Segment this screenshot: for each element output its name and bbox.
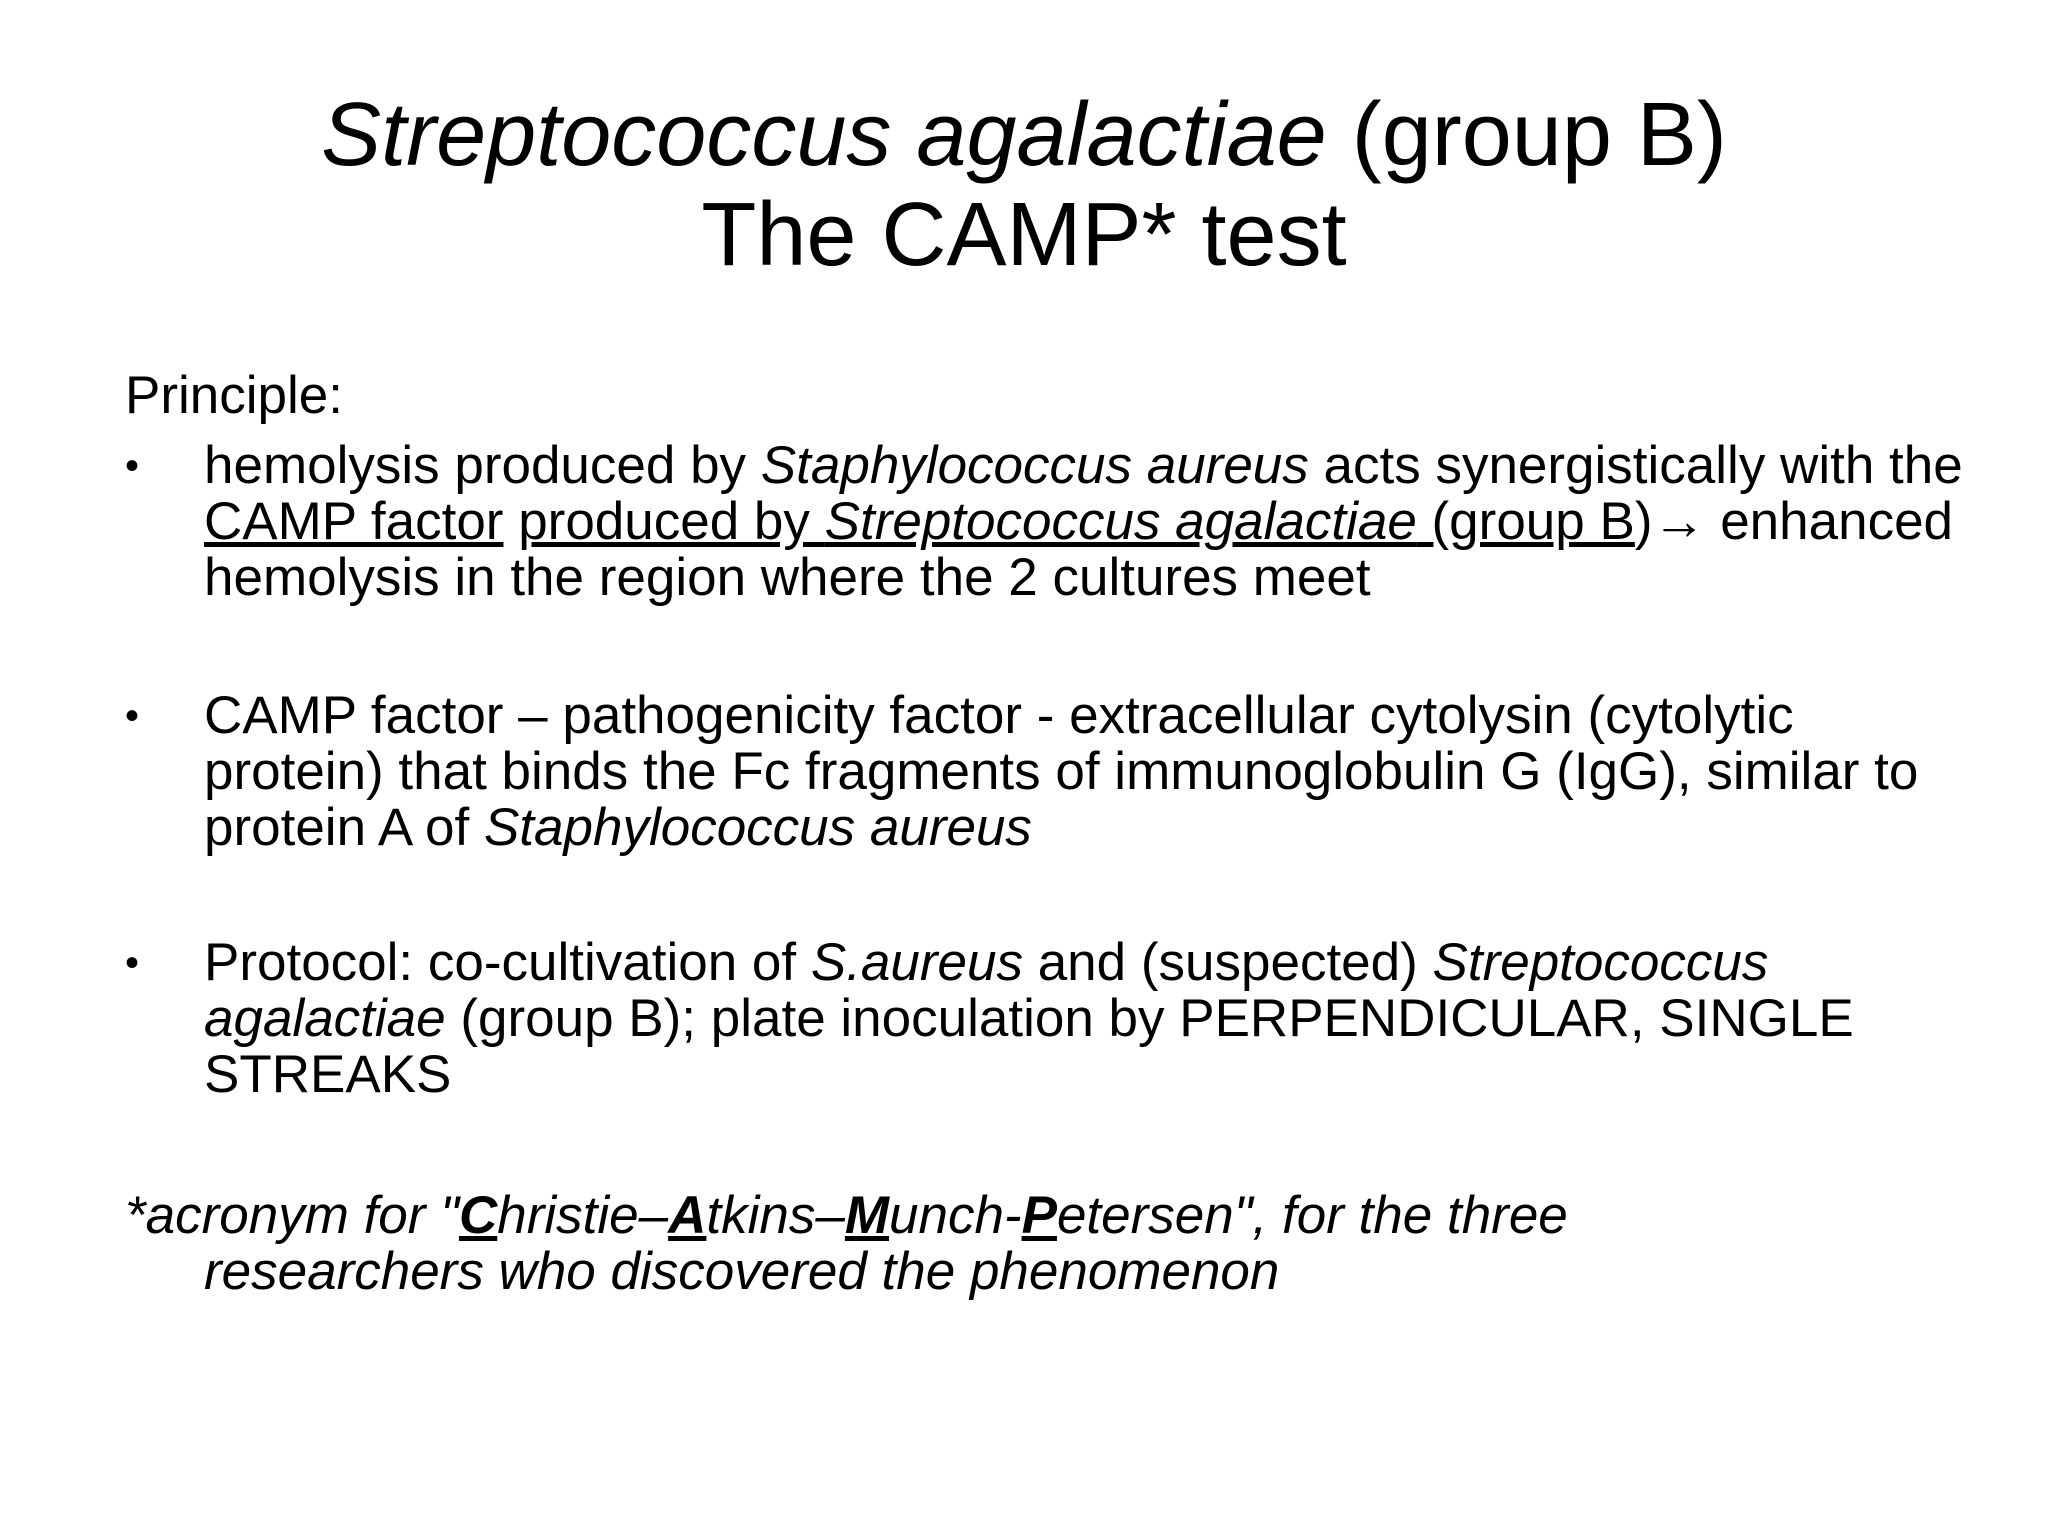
bullet-camp-factor [125, 688, 1975, 856]
text-run: unch- [889, 1186, 1022, 1245]
text-run: for the three [1267, 1186, 1568, 1245]
text-run [503, 492, 518, 551]
text-run: CAMP factor – pathogenicity factor - extracellular cytolysin (cytolytic protein) that binds the Fc fragments of immunoglobulin G (IgG), similar to protein A of [204, 686, 1919, 857]
acronym-letter: P [1021, 1186, 1057, 1245]
underlined-source [518, 492, 1635, 551]
bullet-dot-icon: • [125, 941, 140, 985]
text-run: etersen", [1056, 1186, 1268, 1245]
principle-label: Principle: [125, 366, 343, 425]
text-run: hristie– [497, 1186, 669, 1245]
slide-title [0, 85, 2048, 285]
species-name: S.aureus [810, 933, 1023, 992]
species-name: Streptococcus agalactiae [204, 933, 1769, 1048]
title-line-1 [0, 85, 2048, 185]
bullet-text [204, 935, 1975, 1103]
bullet-text [204, 688, 1975, 856]
species-name: Staphylococcus aureus [760, 436, 1309, 495]
bullet-dot-icon: • [125, 694, 140, 738]
camp-factor-underlined: CAMP factor [204, 492, 504, 551]
text-run: (group B); plate inoculation by PERPENDICULAR, SINGLE STREAKS [204, 989, 1854, 1104]
text-run: )→ enhanced hemolysis in the region where the 2 cultures meet [204, 492, 1954, 607]
footnote [125, 1188, 1975, 1300]
text-run: hemolysis produced by [204, 436, 761, 495]
species-name: Streptococcus agalactiae [824, 492, 1417, 551]
acronym-letter: C [458, 1186, 498, 1245]
text-run: *acronym for " [125, 1186, 459, 1245]
text-run: Protocol: co-cultivation of [204, 933, 811, 992]
text-run: and (suspected) [1022, 933, 1433, 992]
title-species: Streptococcus agalactiae [321, 85, 1327, 185]
title-line-2: The CAMP* test [701, 185, 1347, 285]
acronym-letter: M [844, 1186, 889, 1245]
footnote-line-2: researchers who discovered the phenomenon [204, 1242, 1280, 1301]
text-run: tkins– [706, 1186, 845, 1245]
bullet-protocol [125, 935, 1975, 1103]
bullet-text [204, 438, 1975, 606]
bullet-dot-icon: • [125, 444, 140, 488]
title-group: (group B) [1326, 85, 1727, 185]
acronym-letter: A [668, 1186, 707, 1245]
bullet-hemolysis [125, 438, 1975, 606]
text-run: (group B [1416, 492, 1635, 551]
species-name: Staphylococcus aureus [483, 798, 1032, 857]
text-run: produced by [518, 492, 825, 551]
text-run: acts synergistically with the [1308, 436, 1963, 495]
